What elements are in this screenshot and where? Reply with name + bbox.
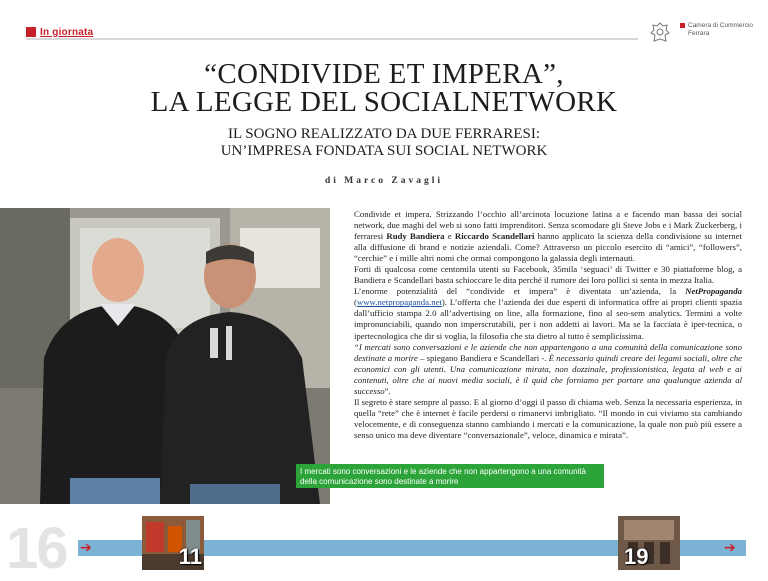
subtitle-line-1: IL SOGNO REALIZZATO DA DUE FERRARESI: — [227, 126, 541, 142]
website-link[interactable]: www.netpropaganda.net — [356, 297, 442, 308]
p1-text-c: hanno applicato la scienza della condivisione su internet alla diffusione di brand e notizie aziendali. Come? Attraverso un piccolo esercito di “amici”, “followers”, “cerchie” e i mille altri nomi che ormai compongono la galassia degli internauti. — [354, 231, 742, 264]
chamber-marker — [680, 23, 685, 28]
chamber-name: Camera di Commercio — [688, 22, 754, 29]
title-line-2: LA LEGGE DEL SOCIALNETWORK — [150, 86, 618, 118]
person-name-scandellari: Riccardo Scandellari — [454, 231, 535, 242]
article-title — [0, 60, 768, 116]
prev-page-number: 11 — [178, 544, 202, 569]
paragraph-3 — [354, 286, 742, 341]
photo-illustration — [0, 208, 330, 504]
p1-text-b: e — [444, 231, 455, 242]
person-name-bandiera: Rudy Bandiera — [386, 231, 445, 242]
brand-name: NetPropaganda — [685, 286, 742, 297]
paragraph-4 — [354, 342, 742, 397]
photo-caption: I mercati sono conversazioni e le aziende che non appartengono a una comunità della comunicazione sono destinate a morire — [296, 464, 604, 488]
page-header — [0, 0, 768, 48]
chamber-city: Ferrara — [688, 30, 710, 37]
page-number: 16 — [6, 516, 67, 581]
crest-icon — [650, 22, 670, 44]
quote-part-1: “I mercati sono conversazioni e le aziende che non appartengono a una comunità della comunicazione sono destinate a morire — [354, 341, 742, 363]
p3-text-a: L’enorme potenzialità del “condivide et impera” è diventata un’azienda, la — [354, 286, 686, 297]
next-page-number: 19 — [624, 544, 649, 569]
section-label[interactable]: In giornata — [40, 26, 94, 38]
quote-end: ”. — [384, 385, 391, 396]
p3-text-b: ( — [354, 297, 357, 308]
paragraph-5: Il segreto è stare sempre al passo. E al giorno d’oggi il passo di chiama web. Senza la necessaria esperienza, in quella “rete” che è internet è facile perdersi o rimanervi imbrigliato. “Il mondo in cui viviamo sta cambiando velocemente, e di conseguenza stanno cambiando i mercati e la comunicazione, la quale non può più essere a senso unico ma deve diventare “conversazionale”, veloce, dinamica e mirata”. — [354, 396, 742, 440]
section-tag[interactable] — [26, 26, 93, 38]
article-photo — [0, 208, 330, 504]
p3-text-c: ). L’offerta che l’azienda dei due esperti di informatica offre ai propri clienti spazia dall’ufficio stampa 2.0 all’advertising on line, alla formazione, fino al seo-sem analytics. Termini a volte impronunciabili, quando non imperscrutabili, per i non addetti ai lavori. Ma se la facciata è iper-tecnica, o ipertecnologica che dir si voglia, la filosofia che sta dietro al tutto è semplicissima. — [354, 297, 742, 341]
quote-part-2: È necessario quindi creare dei legami sociali, oltre che economici con gli utenti. Una comunicazione mirata, non dozzinale, professionistica, legata al web e ai contenuti, oltre che ai nuovi media sociali, è il quid che forniamo per portare una qualunque azienda al successo — [354, 352, 743, 396]
paragraph-1 — [354, 209, 742, 264]
p1-text-a: Condivide et impera. Strizzando l’occhio all’arcinota locuzione latina a e facendo man bassa dei social network, due maghi del web si sono fatti imprenditori. Senza scomodare gli Steve Jobs e i Mark Zuckerberg, i ferraresi — [354, 209, 742, 242]
quote-attribution: – spiegano Bandiera e Scandellari -. — [417, 352, 549, 363]
article-subtitle — [0, 126, 768, 160]
next-arrow-icon[interactable]: ➔ — [724, 540, 736, 556]
subtitle-line-2: UN’IMPRESA FONDATA SUI SOCIAL NETWORK — [220, 143, 548, 159]
article-body — [354, 209, 742, 441]
chamber-logo — [650, 22, 753, 44]
next-page-thumbnail[interactable] — [618, 516, 680, 570]
title-line-1: “CONDIVIDE ET IMPERA”, — [204, 58, 564, 90]
header-rule — [26, 38, 638, 40]
prev-arrow-icon[interactable]: ➔ — [80, 540, 92, 556]
byline: di Marco Zavagli — [324, 176, 444, 186]
paragraph-2: Forti di qualcosa come centomila utenti su Facebook, 35mila ‘seguaci’ di Twitter e 30 piattaforme blog, a Bandiera e Scandellari basta schioccare le dita perché il rumore dei loro pollici si senta in mezza Italia. — [354, 264, 742, 286]
section-marker — [26, 27, 36, 37]
prev-page-thumbnail[interactable] — [142, 516, 204, 570]
